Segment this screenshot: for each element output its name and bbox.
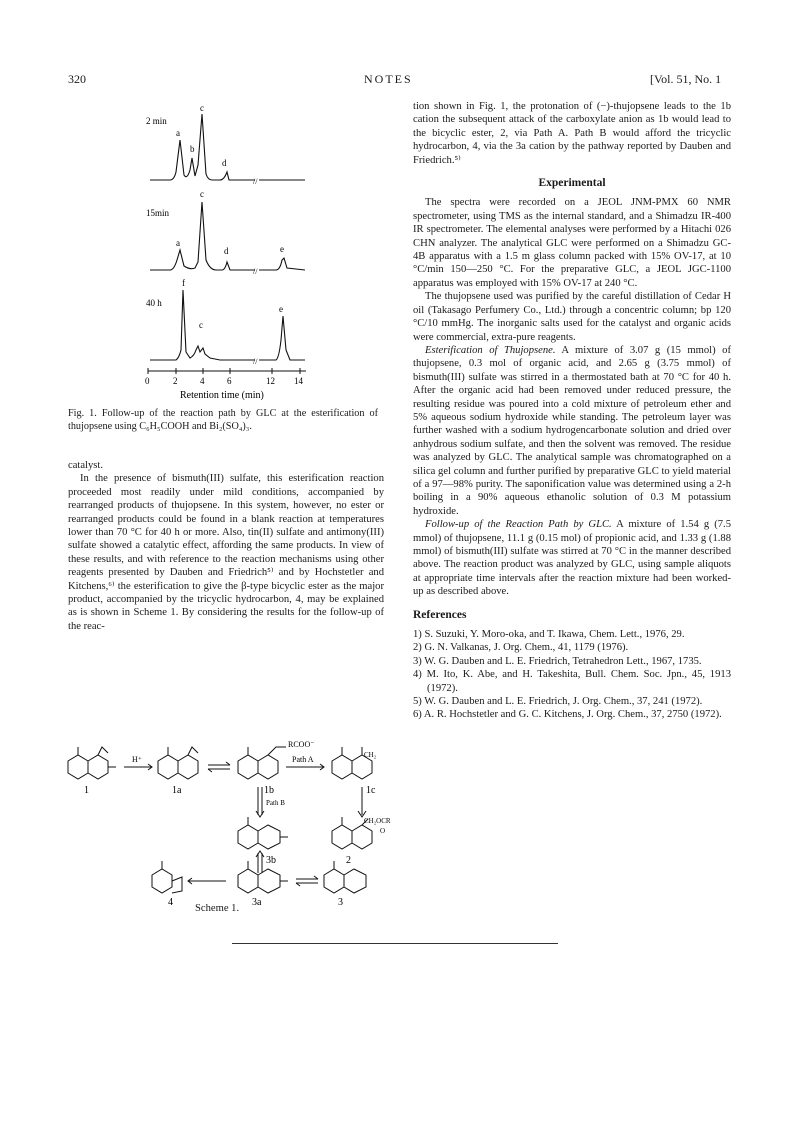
compound-label: 1c <box>366 785 376 796</box>
reference-item: 6) A. R. Hochstetler and G. C. Kitchens, J. Org. Chem., 37, 2750 (1972). <box>413 709 722 721</box>
group-label: O <box>380 827 386 835</box>
figure-1-chromatograms <box>140 100 320 400</box>
compound-label: 1b <box>264 785 274 796</box>
svg-text://: // <box>253 357 258 366</box>
reference-item: 2) G. N. Valkanas, J. Org. Chem., 41, 1179 (1976). <box>413 642 629 654</box>
compound-label: 2 <box>346 855 351 866</box>
experimental-heading: Experimental <box>538 177 606 190</box>
peak-label: a <box>176 128 180 138</box>
peak-label: f <box>182 278 185 288</box>
peak-label: b <box>190 144 195 154</box>
peak-label: c <box>200 189 204 199</box>
x-tick-label: 4 <box>200 376 205 386</box>
trace-2min <box>150 114 305 180</box>
compound-label: 1a <box>172 785 182 796</box>
peak-label: e <box>279 304 283 314</box>
subsection-heading: Esterification of Thujopsene. <box>425 344 556 356</box>
scheme-1-caption: Scheme 1. <box>195 903 240 914</box>
right-column-text <box>413 100 731 722</box>
reference-item: 1) S. Suzuki, Y. Moro-oka, and T. Ikawa, Chem. Lett., 1976, 29. <box>413 629 685 641</box>
trace-15min <box>150 202 305 270</box>
x-tick-label: 6 <box>227 376 232 386</box>
compound-label: 3 <box>338 897 343 905</box>
compound-label: 1 <box>84 785 89 796</box>
peak-label: c <box>199 320 203 330</box>
volume-info: [Vol. 51, No. 1 <box>650 72 722 86</box>
x-tick-label: 14 <box>294 376 303 386</box>
trace-time-label: 2 min <box>146 116 167 126</box>
peak-label: d <box>222 158 227 168</box>
paragraph: catalyst. <box>68 460 104 471</box>
peak-label: e <box>280 244 284 254</box>
path-label: Path A <box>292 755 314 764</box>
reference-item: 4) M. Ito, K. Abe, and H. Takeshita, Bull. Chem. Soc. Jpn., 45, 1913 (1972). <box>413 669 731 694</box>
compound-label: 3a <box>252 897 262 905</box>
reagent-label: RCOO⁻ <box>288 740 315 749</box>
paragraph: Esterification of Thujopsene. A mixture of 3.07 g (15 mmol) of thujopsene, 0.3 mol of organic acid, and 2.65 g (3.75 mmol) of bismuth(III) sulfate was stirred in a thermostated bath at 70 °C for 40 h. After the organic acid had been removed under reduced pressure, the resulting residue was poured into a cold mixture of petroleum ether and 5% aqueous sodium hydroxide while standing. The petroleum layer was further washed with a sodium hydrogencarbonate solution and dried over anhydrous sodium sulfate, and then the solvent was removed. The residue was analyzed by GLC. The analytical sample was chromatographed on a silica gel column and further purified by preparative GLC to yield material of a 97—98% purity. The saponification value was determined using a 2-h boiling in a 90% aqueous ethanolic solution of 0.3 M potassium hydroxide. <box>413 344 731 517</box>
paragraph: In the presence of bismuth(III) sulfate, this esterification reaction proceeded most readily under mild conditions, accompanied by rearranged products of thujopsene. In this system, however, no ester or rearranged products could be found in a blank reaction at temperatures lower than 70 °C for 40 h or more. Also, tin(II) sulfate and antimony(III) sulfate showed a catalytic effect, affording the same products. In view of these results, and with reference to the reaction mechanisms using other reagents presented by Dauben and Friedrich⁵⁾ and by Hochstetler and Kitchens,⁶⁾ the esterification to give the β-type bicyclic ester as the major product, accompanied by the tricyclic hydrocarbon, 4, may be explained as is shown in Scheme 1. By considering the results for the follow-up of the reac- <box>68 473 384 632</box>
paragraph: Follow-up of the Reaction Path by GLC. A mixture of 1.54 g (7.5 mmol) of thujopsene, 11.1 g (0.15 mol) of propionic acid, and 1.33 g (1.88 mmol) of bismuth(III) sulfate was stirred at 70 °C in the manner described above. The reaction product was analyzed by GLC, using sample aliquots at appropriate time intervals after the reaction mixture had been worked-up as described above. <box>413 519 731 598</box>
compound-label: 3b <box>266 855 276 866</box>
figure-1-caption: Fig. 1. Follow-up of the reaction path by GLC at the esterification of thujopsene using C₆H₅COOH and Bi₂(SO₄)₃. <box>68 408 378 432</box>
scheme-1 <box>62 735 392 905</box>
left-column-text <box>68 459 384 633</box>
trace-time-label: 40 h <box>146 298 162 308</box>
compound-label: 4 <box>168 897 173 905</box>
trace-40h <box>150 290 305 360</box>
group-label: CH₂OCR <box>364 817 391 825</box>
x-axis-label: Retention time (min) <box>180 390 264 400</box>
peak-label: a <box>176 238 180 248</box>
x-tick-label: 0 <box>145 376 150 386</box>
svg-text://: // <box>253 267 258 276</box>
journal-section: NOTES <box>364 72 413 86</box>
reference-item: 5) W. G. Dauben and L. E. Friedrich, J. Org. Chem., 37, 241 (1972). <box>413 696 703 708</box>
subsection-heading: Follow-up of the Reaction Path by GLC. <box>425 519 612 531</box>
paragraph: The thujopsene used was purified by the careful distillation of Cedar H oil (Takasago Perfumery Co., Ltd.) through a concentric column; bp 120 °C/10 mmHg. The inorganic salts used for the catalyst and organic acids were commercial, extra-pure reagents. <box>413 291 731 343</box>
group-label: CH₂ <box>364 751 377 759</box>
reference-item: 3) W. G. Dauben and L. E. Friedrich, Tetrahedron Lett., 1967, 1735. <box>413 655 702 667</box>
page-number: 320 <box>68 72 86 86</box>
paragraph: The spectra were recorded on a JEOL JNM-PMX 60 NMR spectrometer, using TMS as the internal standard, and a Shimadzu IR-400 IR spectrometer. The elemental analyses were performed by a Hitachi 026 CHN analyzer. The analytical GLC were performed on a Shimadzu GC-4B apparatus with a 1.5 m glass column packed with 15% OV-17, at 10 °C/min 150—250 °C. For the preparative GLC, a JEOL JGC-1100 apparatus was employed with 15% OV-17 at 240 °C. <box>413 197 731 289</box>
reagent-label: H⁺ <box>132 755 142 764</box>
peak-label: c <box>200 103 204 113</box>
peak-label: d <box>224 246 229 256</box>
x-tick-label: 12 <box>266 376 275 386</box>
x-tick-label: 2 <box>173 376 178 386</box>
svg-text://: // <box>253 177 258 186</box>
footer-rule <box>232 943 558 944</box>
paragraph: tion shown in Fig. 1, the protonation of (−)-thujopsene leads to the 1b cation the subsequent attack of the carboxylate anion as 1b would lead to the bicyclic ester, 2, via Path A. Path B would afford the tricyclic hydrocarbon, 4, via the 3a cation by the pathway reported by Dauben and Friedrich.⁵⁾ <box>413 101 731 166</box>
references-heading: References <box>413 608 467 621</box>
trace-time-label: 15min <box>146 208 170 218</box>
path-label: Path B <box>266 799 285 807</box>
